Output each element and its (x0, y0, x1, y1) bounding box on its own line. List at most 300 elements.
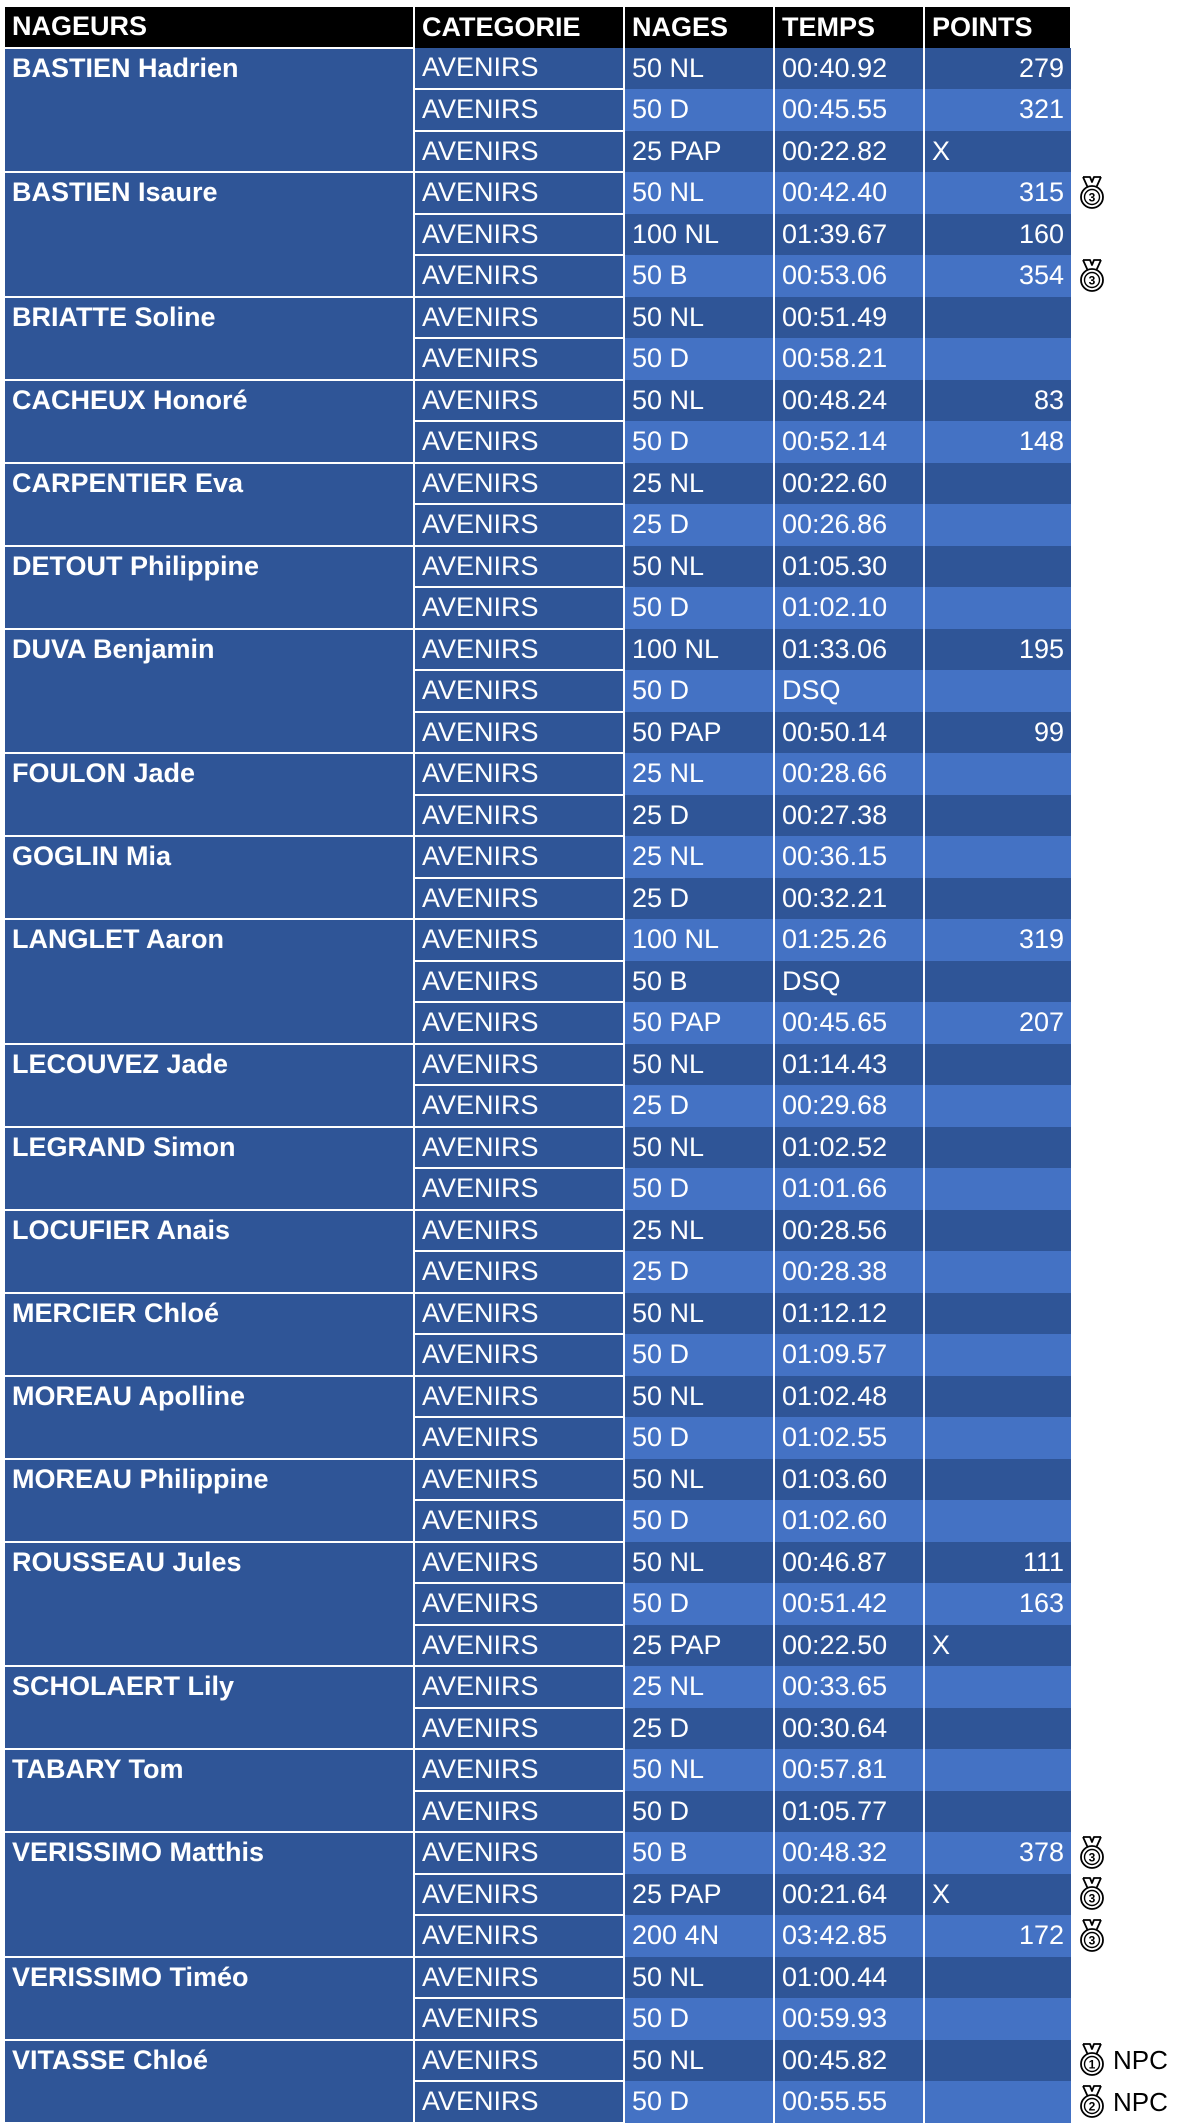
event-cell[interactable]: 100 NL (624, 214, 774, 256)
time-cell[interactable]: 01:02.10 (774, 587, 924, 629)
points-value: 148 (1018, 426, 1064, 457)
points-cell[interactable] (924, 1459, 1071, 1501)
swimmer-name[interactable]: CARPENTIER Eva (4, 463, 414, 546)
results-body (4, 48, 1186, 2123)
category-cell[interactable]: AVENIRS (414, 89, 624, 131)
category-cell[interactable]: AVENIRS (414, 1915, 624, 1957)
points-cell[interactable] (924, 1044, 1071, 1086)
swimmer-name[interactable]: MOREAU Philippine (4, 1459, 414, 1542)
swimmer-name[interactable]: CACHEUX Honoré (4, 380, 414, 463)
time-cell[interactable]: 00:45.55 (774, 89, 924, 131)
time-cell[interactable]: 00:48.32 (774, 1832, 924, 1874)
award-cell (1071, 338, 1186, 380)
event-cell[interactable]: 100 NL (624, 919, 774, 961)
time-cell[interactable]: 00:26.86 (774, 504, 924, 546)
time-cell[interactable]: DSQ (774, 670, 924, 712)
table-row (4, 1210, 1186, 1252)
category-cell[interactable]: AVENIRS (414, 1500, 624, 1542)
points-value: 207 (1018, 1007, 1064, 1038)
event-cell[interactable]: 50 NL (624, 1542, 774, 1584)
medal-3-icon (1077, 1836, 1107, 1870)
award-cell (1071, 1127, 1186, 1169)
event-cell[interactable]: 25 D (624, 1085, 774, 1127)
category-cell[interactable]: AVENIRS (414, 961, 624, 1003)
event-cell[interactable]: 25 PAP (624, 1874, 774, 1916)
points-cell[interactable] (924, 2040, 1071, 2082)
event-cell[interactable]: 50 NL (624, 1044, 774, 1086)
time-cell[interactable]: 00:51.42 (774, 1583, 924, 1625)
table-row (4, 1957, 1186, 1999)
points-value: 172 (1018, 1920, 1064, 1951)
time-cell[interactable]: DSQ (774, 961, 924, 1003)
event-cell[interactable]: 50 NL (624, 48, 774, 90)
time-cell[interactable]: 00:29.68 (774, 1085, 924, 1127)
points-cell[interactable] (924, 1127, 1071, 1169)
time-cell[interactable]: 00:22.50 (774, 1625, 924, 1667)
time-cell[interactable]: 00:57.81 (774, 1749, 924, 1791)
event-cell[interactable]: 50 D (624, 1583, 774, 1625)
category-cell[interactable]: AVENIRS (414, 1583, 624, 1625)
event-cell[interactable]: 50 PAP (624, 712, 774, 754)
swimmer-name[interactable]: TABARY Tom (4, 1749, 414, 1832)
time-cell[interactable]: 00:36.15 (774, 836, 924, 878)
time-cell[interactable]: 01:01.66 (774, 1168, 924, 1210)
medal-3-icon (1077, 1877, 1107, 1911)
award-cell (1071, 1998, 1186, 2040)
time-cell[interactable]: 00:51.49 (774, 297, 924, 339)
category-cell[interactable]: AVENIRS (414, 587, 624, 629)
event-cell[interactable]: 50 NL (624, 172, 774, 214)
category-cell[interactable]: AVENIRS (414, 1127, 624, 1169)
swimmer-name[interactable]: VERISSIMO Matthis (4, 1832, 414, 1957)
event-cell[interactable]: 50 NL (624, 2040, 774, 2082)
event-cell[interactable]: 50 NL (624, 1459, 774, 1501)
award-cell (1071, 2040, 1186, 2082)
table-row (4, 463, 1186, 505)
svg-text:3: 3 (1088, 1933, 1096, 1948)
points-value: X (932, 1629, 951, 1660)
table-row (4, 172, 1186, 214)
award-cell (1071, 131, 1186, 173)
category-cell[interactable]: AVENIRS (414, 546, 624, 588)
points-cell[interactable] (924, 670, 1071, 712)
swimmer-name[interactable]: DUVA Benjamin (4, 629, 414, 754)
points-cell[interactable] (924, 1749, 1071, 1791)
points-cell[interactable] (924, 172, 1071, 214)
category-cell[interactable]: AVENIRS (414, 1376, 624, 1418)
event-cell[interactable]: 25 NL (624, 753, 774, 795)
swimmer-name[interactable]: MOREAU Apolline (4, 1376, 414, 1459)
event-cell[interactable]: 50 NL (624, 1749, 774, 1791)
points-value: 279 (1018, 52, 1064, 83)
event-cell[interactable]: 25 NL (624, 1210, 774, 1252)
award-cell (1071, 1791, 1186, 1833)
header-event[interactable]: NAGES (624, 6, 774, 48)
event-cell[interactable]: 50 D (624, 1334, 774, 1376)
award-cell (1071, 504, 1186, 546)
event-cell[interactable]: 25 D (624, 504, 774, 546)
time-cell[interactable]: 00:45.82 (774, 2040, 924, 2082)
points-cell[interactable] (924, 1500, 1071, 1542)
event-cell[interactable]: 25 D (624, 1708, 774, 1750)
event-cell[interactable]: 50 D (624, 1168, 774, 1210)
category-cell[interactable]: AVENIRS (414, 172, 624, 214)
event-cell[interactable]: 50 NL (624, 1127, 774, 1169)
category-cell[interactable]: AVENIRS (414, 629, 624, 671)
award-cell (1071, 89, 1186, 131)
category-cell[interactable]: AVENIRS (414, 1791, 624, 1833)
event-cell[interactable]: 50 B (624, 255, 774, 297)
swimmer-name[interactable]: BRIATTE Soline (4, 297, 414, 380)
swimmer-name[interactable]: BASTIEN Hadrien (4, 48, 414, 173)
event-cell[interactable]: 50 D (624, 338, 774, 380)
time-cell[interactable]: 00:50.14 (774, 712, 924, 754)
time-cell[interactable]: 01:02.48 (774, 1376, 924, 1418)
time-cell[interactable]: 03:42.85 (774, 1915, 924, 1957)
category-cell[interactable]: AVENIRS (414, 1749, 624, 1791)
event-cell[interactable]: 50 PAP (624, 1002, 774, 1044)
header-aside (1071, 6, 1186, 48)
points-cell[interactable] (924, 463, 1071, 505)
time-cell[interactable]: 00:33.65 (774, 1666, 924, 1708)
table-row (4, 919, 1186, 961)
points-cell[interactable] (924, 1998, 1071, 2040)
time-cell[interactable]: 01:12.12 (774, 1293, 924, 1335)
category-cell[interactable]: AVENIRS (414, 1210, 624, 1252)
award-cell (1071, 753, 1186, 795)
time-cell[interactable]: 01:05.77 (774, 1791, 924, 1833)
points-cell[interactable] (924, 1376, 1071, 1418)
time-cell[interactable]: 01:39.67 (774, 214, 924, 256)
medal-2-icon (1077, 2085, 1107, 2119)
results-table (3, 5, 1187, 2124)
points-cell[interactable] (924, 1542, 1071, 1584)
time-cell[interactable]: 00:52.14 (774, 421, 924, 463)
award-cell (1071, 1749, 1186, 1791)
time-cell[interactable]: 00:21.64 (774, 1874, 924, 1916)
award-cell (1071, 1500, 1186, 1542)
time-cell[interactable]: 00:22.60 (774, 463, 924, 505)
header-swimmer[interactable]: NAGEURS (4, 6, 414, 48)
award-cell (1071, 172, 1186, 214)
points-cell[interactable] (924, 2081, 1071, 2123)
swimmer-name[interactable]: SCHOLAERT Lily (4, 1666, 414, 1749)
points-cell[interactable] (924, 1625, 1071, 1667)
points-cell[interactable] (924, 961, 1071, 1003)
points-value: 354 (1018, 260, 1064, 291)
event-cell[interactable]: 50 NL (624, 1957, 774, 1999)
event-cell[interactable]: 50 D (624, 89, 774, 131)
category-cell[interactable]: AVENIRS (414, 919, 624, 961)
table-row (4, 1127, 1186, 1169)
category-cell[interactable]: AVENIRS (414, 255, 624, 297)
points-cell[interactable] (924, 421, 1071, 463)
points-cell[interactable] (924, 297, 1071, 339)
category-cell[interactable]: AVENIRS (414, 2040, 624, 2082)
award-cell (1071, 1542, 1186, 1584)
category-cell[interactable]: AVENIRS (414, 670, 624, 712)
award-cell (1071, 629, 1186, 671)
header-points[interactable]: POINTS (924, 6, 1071, 48)
points-value: 99 (1033, 716, 1064, 747)
time-cell[interactable]: 00:28.56 (774, 1210, 924, 1252)
category-cell[interactable]: AVENIRS (414, 1708, 624, 1750)
category-cell[interactable]: AVENIRS (414, 2081, 624, 2123)
points-cell[interactable] (924, 255, 1071, 297)
table-row (4, 48, 1186, 90)
event-cell[interactable]: 50 D (624, 421, 774, 463)
results-table-wrapper (3, 5, 1187, 2124)
time-cell[interactable]: 00:32.21 (774, 878, 924, 920)
table-row (4, 1832, 1186, 1874)
event-cell[interactable]: 50 D (624, 1998, 774, 2040)
points-cell[interactable] (924, 836, 1071, 878)
category-cell[interactable]: AVENIRS (414, 1417, 624, 1459)
points-cell[interactable] (924, 546, 1071, 588)
category-cell[interactable]: AVENIRS (414, 380, 624, 422)
award-cell (1071, 1251, 1186, 1293)
event-cell[interactable]: 25 NL (624, 463, 774, 505)
event-cell[interactable]: 50 NL (624, 380, 774, 422)
time-cell[interactable]: 00:27.38 (774, 795, 924, 837)
time-cell[interactable]: 01:02.55 (774, 1417, 924, 1459)
award-cell (1071, 712, 1186, 754)
award-cell (1071, 1832, 1186, 1874)
time-cell[interactable]: 00:48.24 (774, 380, 924, 422)
time-cell[interactable]: 00:22.82 (774, 131, 924, 173)
time-cell[interactable]: 01:33.06 (774, 629, 924, 671)
event-cell[interactable]: 25 PAP (624, 1625, 774, 1667)
event-cell[interactable]: 25 NL (624, 1666, 774, 1708)
points-cell[interactable] (924, 1915, 1071, 1957)
category-cell[interactable]: AVENIRS (414, 1251, 624, 1293)
medal-3-icon (1077, 1919, 1107, 1953)
points-cell[interactable] (924, 1666, 1071, 1708)
points-cell[interactable] (924, 587, 1071, 629)
points-cell[interactable] (924, 380, 1071, 422)
swimmer-name[interactable]: VERISSIMO Timéo (4, 1957, 414, 2040)
category-cell[interactable]: AVENIRS (414, 1002, 624, 1044)
points-value: 160 (1018, 218, 1064, 249)
table-row (4, 629, 1186, 671)
category-cell[interactable]: AVENIRS (414, 131, 624, 173)
event-cell[interactable]: 25 D (624, 795, 774, 837)
table-row (4, 1044, 1186, 1086)
points-cell[interactable] (924, 1085, 1071, 1127)
points-cell[interactable] (924, 1832, 1071, 1874)
award-cell (1071, 1625, 1186, 1667)
table-row (4, 1749, 1186, 1791)
award-cell (1071, 1044, 1186, 1086)
points-cell[interactable] (924, 1293, 1071, 1335)
swimmer-name[interactable]: FOULON Jade (4, 753, 414, 836)
category-cell[interactable]: AVENIRS (414, 1168, 624, 1210)
table-row (4, 1293, 1186, 1335)
time-cell[interactable]: 01:02.52 (774, 1127, 924, 1169)
category-cell[interactable]: AVENIRS (414, 1542, 624, 1584)
event-cell[interactable]: 50 D (624, 670, 774, 712)
category-cell[interactable]: AVENIRS (414, 297, 624, 339)
points-cell[interactable] (924, 1251, 1071, 1293)
event-cell[interactable]: 50 D (624, 1500, 774, 1542)
svg-text:3: 3 (1088, 1850, 1096, 1865)
category-cell[interactable]: AVENIRS (414, 338, 624, 380)
event-cell[interactable]: 50 D (624, 2081, 774, 2123)
svg-text:1: 1 (1088, 2057, 1096, 2072)
swimmer-name[interactable]: LANGLET Aaron (4, 919, 414, 1044)
points-cell[interactable] (924, 795, 1071, 837)
points-cell[interactable] (924, 89, 1071, 131)
category-cell[interactable]: AVENIRS (414, 1044, 624, 1086)
award-cell (1071, 421, 1186, 463)
time-cell[interactable]: 00:55.55 (774, 2081, 924, 2123)
time-cell[interactable]: 00:28.38 (774, 1251, 924, 1293)
category-cell[interactable]: AVENIRS (414, 878, 624, 920)
award-cell (1071, 1417, 1186, 1459)
points-cell[interactable] (924, 1417, 1071, 1459)
award-cell (1071, 587, 1186, 629)
event-cell[interactable]: 50 D (624, 1791, 774, 1833)
category-cell[interactable]: AVENIRS (414, 1085, 624, 1127)
event-cell[interactable]: 25 NL (624, 836, 774, 878)
medal-3-icon (1077, 259, 1107, 293)
points-cell[interactable] (924, 338, 1071, 380)
points-cell[interactable] (924, 1708, 1071, 1750)
event-cell[interactable]: 100 NL (624, 629, 774, 671)
time-cell[interactable]: 01:00.44 (774, 1957, 924, 1999)
points-cell[interactable] (924, 878, 1071, 920)
award-cell (1071, 463, 1186, 505)
category-cell[interactable]: AVENIRS (414, 1874, 624, 1916)
time-cell[interactable]: 00:30.64 (774, 1708, 924, 1750)
points-value: 111 (1022, 1546, 1064, 1577)
event-cell[interactable]: 50 D (624, 587, 774, 629)
points-cell[interactable] (924, 1334, 1071, 1376)
event-cell[interactable]: 50 D (624, 1417, 774, 1459)
time-cell[interactable]: 01:09.57 (774, 1334, 924, 1376)
points-cell[interactable] (924, 504, 1071, 546)
swimmer-name[interactable]: LEGRAND Simon (4, 1127, 414, 1210)
points-cell[interactable] (924, 1168, 1071, 1210)
points-cell[interactable] (924, 919, 1071, 961)
swimmer-name[interactable]: BASTIEN Isaure (4, 172, 414, 297)
time-cell[interactable]: 00:59.93 (774, 1998, 924, 2040)
swimmer-name[interactable]: MERCIER Chloé (4, 1293, 414, 1376)
event-cell[interactable]: 50 B (624, 961, 774, 1003)
points-cell[interactable] (924, 753, 1071, 795)
event-cell[interactable]: 25 D (624, 878, 774, 920)
award-cell (1071, 919, 1186, 961)
table-row (4, 1376, 1186, 1418)
category-cell[interactable]: AVENIRS (414, 1998, 624, 2040)
header-category[interactable]: CATEGORIE (414, 6, 624, 48)
category-cell[interactable]: AVENIRS (414, 48, 624, 90)
swimmer-name[interactable]: LOCUFIER Anais (4, 1210, 414, 1293)
category-cell[interactable]: AVENIRS (414, 214, 624, 256)
award-cell (1071, 670, 1186, 712)
points-cell[interactable] (924, 1874, 1071, 1916)
category-cell[interactable]: AVENIRS (414, 421, 624, 463)
table-row (4, 1459, 1186, 1501)
event-cell[interactable]: 50 NL (624, 297, 774, 339)
award-cell (1071, 836, 1186, 878)
event-cell[interactable]: 200 4N (624, 1915, 774, 1957)
award-cell (1071, 1874, 1186, 1916)
points-cell[interactable] (924, 1583, 1071, 1625)
svg-text:2: 2 (1088, 2099, 1096, 2114)
time-cell[interactable]: 00:53.06 (774, 255, 924, 297)
note-label: NPC (1113, 2086, 1168, 2117)
swimmer-name[interactable]: LECOUVEZ Jade (4, 1044, 414, 1127)
points-cell[interactable] (924, 48, 1071, 90)
time-cell[interactable]: 01:14.43 (774, 1044, 924, 1086)
time-cell[interactable]: 00:45.65 (774, 1002, 924, 1044)
points-cell[interactable] (924, 712, 1071, 754)
points-cell[interactable] (924, 629, 1071, 671)
points-cell[interactable] (924, 214, 1071, 256)
swimmer-name[interactable]: GOGLIN Mia (4, 836, 414, 919)
time-cell[interactable]: 01:03.60 (774, 1459, 924, 1501)
category-cell[interactable]: AVENIRS (414, 712, 624, 754)
points-cell[interactable] (924, 1791, 1071, 1833)
swimmer-name[interactable]: ROUSSEAU Jules (4, 1542, 414, 1667)
event-cell[interactable]: 50 NL (624, 1293, 774, 1335)
table-row (4, 380, 1186, 422)
points-value: 83 (1033, 384, 1064, 415)
category-cell[interactable]: AVENIRS (414, 1459, 624, 1501)
time-cell[interactable]: 00:42.40 (774, 172, 924, 214)
category-cell[interactable]: AVENIRS (414, 1957, 624, 1999)
points-cell[interactable] (924, 1957, 1071, 1999)
event-cell[interactable]: 50 NL (624, 1376, 774, 1418)
swimmer-name[interactable]: VITASSE Chloé (4, 2040, 414, 2123)
category-cell[interactable]: AVENIRS (414, 504, 624, 546)
award-cell (1071, 1708, 1186, 1750)
category-cell[interactable]: AVENIRS (414, 463, 624, 505)
points-value: 378 (1018, 1837, 1064, 1868)
time-cell[interactable]: 01:02.60 (774, 1500, 924, 1542)
category-cell[interactable]: AVENIRS (414, 1625, 624, 1667)
points-cell[interactable] (924, 131, 1071, 173)
category-cell[interactable]: AVENIRS (414, 1334, 624, 1376)
category-cell[interactable]: AVENIRS (414, 1293, 624, 1335)
event-cell[interactable]: 25 PAP (624, 131, 774, 173)
event-cell[interactable]: 50 B (624, 1832, 774, 1874)
category-cell[interactable]: AVENIRS (414, 795, 624, 837)
time-cell[interactable]: 00:40.92 (774, 48, 924, 90)
points-value: 163 (1018, 1588, 1064, 1619)
category-cell[interactable]: AVENIRS (414, 836, 624, 878)
header-time[interactable]: TEMPS (774, 6, 924, 48)
time-cell[interactable]: 00:28.66 (774, 753, 924, 795)
time-cell[interactable]: 01:25.26 (774, 919, 924, 961)
award-cell (1071, 2081, 1186, 2123)
award-cell (1071, 48, 1186, 90)
time-cell[interactable]: 01:05.30 (774, 546, 924, 588)
event-cell[interactable]: 50 NL (624, 546, 774, 588)
points-cell[interactable] (924, 1002, 1071, 1044)
award-cell (1071, 1459, 1186, 1501)
points-cell[interactable] (924, 1210, 1071, 1252)
time-cell[interactable]: 00:58.21 (774, 338, 924, 380)
category-cell[interactable]: AVENIRS (414, 1832, 624, 1874)
category-cell[interactable]: AVENIRS (414, 1666, 624, 1708)
swimmer-name[interactable]: DETOUT Philippine (4, 546, 414, 629)
time-cell[interactable]: 00:46.87 (774, 1542, 924, 1584)
event-cell[interactable]: 25 D (624, 1251, 774, 1293)
award-cell (1071, 255, 1186, 297)
category-cell[interactable]: AVENIRS (414, 753, 624, 795)
